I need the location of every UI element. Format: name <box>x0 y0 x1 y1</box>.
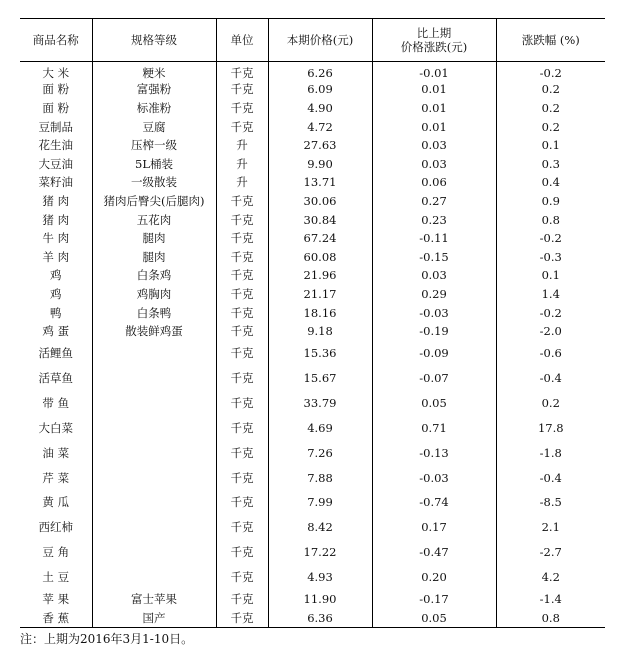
table-row <box>20 608 605 627</box>
cell-unit: 千克 <box>216 210 268 229</box>
cell-pct: 0.2 <box>496 391 605 416</box>
cell-change: -0.13 <box>372 441 496 466</box>
cell-unit: 千克 <box>216 589 268 608</box>
cell-price: 67.24 <box>268 229 372 248</box>
cell-spec: 五花肉 <box>92 210 216 229</box>
cell-price: 7.26 <box>268 441 372 466</box>
cell-price: 27.63 <box>268 136 372 155</box>
cell-name: 鸡 蛋 <box>42 324 70 339</box>
header-name: 商品名称 <box>20 19 92 62</box>
cell-spec <box>92 490 216 515</box>
table-row <box>20 247 605 266</box>
cell-pct: 0.1 <box>496 266 605 285</box>
cell-price: 9.18 <box>268 322 372 341</box>
cell-price: 8.42 <box>268 515 372 540</box>
cell-unit: 千克 <box>216 391 268 416</box>
cell-spec: 白条鸭 <box>92 303 216 322</box>
cell-name: 香 蕉 <box>20 608 92 627</box>
cell-change: -0.01 <box>372 62 496 81</box>
cell-pct: -0.6 <box>496 340 605 365</box>
cell-change: 0.01 <box>372 80 496 99</box>
cell-spec: 5L桶装 <box>92 154 216 173</box>
cell-pct: 0.9 <box>496 192 605 211</box>
cell-change: -0.19 <box>372 322 496 341</box>
header-row <box>20 19 605 62</box>
cell-spec: 国产 <box>92 608 216 627</box>
cell-pct: -2.0 <box>496 322 605 341</box>
cell-unit: 升 <box>216 173 268 192</box>
cell-change: 0.03 <box>372 154 496 173</box>
cell-name: 面 粉 <box>42 100 70 115</box>
cell-change: -0.47 <box>372 539 496 564</box>
table-row <box>20 539 605 564</box>
cell-price: 15.36 <box>268 340 372 365</box>
cell-pct: 2.1 <box>496 515 605 540</box>
table-row <box>20 80 605 99</box>
cell-price: 15.67 <box>268 366 372 391</box>
table-row <box>20 515 605 540</box>
cell-change: 0.06 <box>372 173 496 192</box>
cell-unit: 千克 <box>216 303 268 322</box>
cell-change: 0.23 <box>372 210 496 229</box>
cell-pct: 1.4 <box>496 285 605 304</box>
cell-spec <box>92 539 216 564</box>
cell-change: 0.29 <box>372 285 496 304</box>
cell-name: 大白菜 <box>38 421 73 436</box>
cell-pct: 0.2 <box>496 117 605 136</box>
cell-spec <box>92 515 216 540</box>
cell-pct: -0.2 <box>496 62 605 81</box>
cell-spec: 粳米 <box>92 62 216 81</box>
header-spec: 规格等级 <box>92 19 216 62</box>
price-table <box>20 18 605 628</box>
cell-price: 4.93 <box>268 564 372 589</box>
table-row <box>20 416 605 441</box>
cell-spec <box>92 366 216 391</box>
cell-name: 黄 瓜 <box>42 495 70 510</box>
cell-pct: -0.4 <box>496 465 605 490</box>
cell-pct: -0.3 <box>496 247 605 266</box>
header-pct: 涨跌幅 (%) <box>496 19 605 62</box>
cell-unit: 千克 <box>216 322 268 341</box>
header-price: 本期价格(元) <box>268 19 372 62</box>
cell-name: 豆 角 <box>42 544 70 559</box>
cell-price: 4.69 <box>268 416 372 441</box>
cell-change: -0.17 <box>372 589 496 608</box>
cell-change: 0.01 <box>372 117 496 136</box>
cell-price: 60.08 <box>268 247 372 266</box>
cell-name: 活草鱼 <box>38 371 73 386</box>
cell-change: 0.05 <box>372 391 496 416</box>
cell-spec: 压榨一级 <box>92 136 216 155</box>
cell-pct: 0.8 <box>496 608 605 627</box>
cell-unit: 升 <box>216 154 268 173</box>
cell-unit: 千克 <box>216 465 268 490</box>
cell-price: 7.99 <box>268 490 372 515</box>
cell-change: -0.15 <box>372 247 496 266</box>
cell-price: 7.88 <box>268 465 372 490</box>
cell-unit: 升 <box>216 136 268 155</box>
cell-price: 33.79 <box>268 391 372 416</box>
cell-price: 6.36 <box>268 608 372 627</box>
table-row <box>20 99 605 118</box>
cell-name: 猪 肉 <box>42 212 70 227</box>
table-row <box>20 340 605 365</box>
cell-name: 羊 肉 <box>42 249 70 264</box>
table-row <box>20 192 605 211</box>
cell-change: 0.27 <box>372 192 496 211</box>
cell-pct: 4.2 <box>496 564 605 589</box>
cell-unit: 千克 <box>216 490 268 515</box>
cell-spec: 富强粉 <box>92 80 216 99</box>
cell-unit: 千克 <box>216 229 268 248</box>
cell-unit: 千克 <box>216 366 268 391</box>
cell-change: -0.03 <box>372 465 496 490</box>
cell-spec: 腿肉 <box>92 229 216 248</box>
header-change-line2: 价格涨跌(元) <box>400 40 468 54</box>
cell-pct: -8.5 <box>496 490 605 515</box>
cell-spec: 鸡胸肉 <box>92 285 216 304</box>
cell-unit: 千克 <box>216 192 268 211</box>
cell-pct: 0.1 <box>496 136 605 155</box>
cell-change: 0.20 <box>372 564 496 589</box>
cell-unit: 千克 <box>216 266 268 285</box>
cell-unit: 千克 <box>216 117 268 136</box>
cell-pct: 17.8 <box>496 416 605 441</box>
cell-price: 21.96 <box>268 266 372 285</box>
cell-unit: 千克 <box>216 80 268 99</box>
cell-spec: 豆腐 <box>92 117 216 136</box>
cell-price: 4.90 <box>268 99 372 118</box>
table-row <box>20 266 605 285</box>
cell-price: 30.84 <box>268 210 372 229</box>
table-row <box>20 490 605 515</box>
cell-name: 带 鱼 <box>42 396 70 411</box>
table-row <box>20 210 605 229</box>
cell-change: 0.03 <box>372 136 496 155</box>
cell-name: 西红柿 <box>38 520 73 535</box>
cell-name: 苹 果 <box>42 591 70 606</box>
cell-spec: 标准粉 <box>92 99 216 118</box>
cell-unit: 千克 <box>216 564 268 589</box>
cell-change: 0.03 <box>372 266 496 285</box>
cell-change: -0.09 <box>372 340 496 365</box>
cell-price: 13.71 <box>268 173 372 192</box>
cell-spec <box>92 441 216 466</box>
cell-price: 11.90 <box>268 589 372 608</box>
cell-name: 猪 肉 <box>42 193 70 208</box>
header-change-line1: 比上期 <box>416 26 452 40</box>
cell-price: 6.26 <box>268 62 372 81</box>
cell-price: 17.22 <box>268 539 372 564</box>
cell-name: 大豆油 <box>38 156 73 171</box>
table-row <box>20 117 605 136</box>
cell-spec <box>92 564 216 589</box>
cell-unit: 千克 <box>216 99 268 118</box>
table-row <box>20 441 605 466</box>
cell-change: 0.17 <box>372 515 496 540</box>
footnote: 注：上期为2016年3月1-10日。 <box>20 632 194 646</box>
table-row <box>20 303 605 322</box>
cell-change: -0.11 <box>372 229 496 248</box>
cell-name: 鸭 <box>50 305 62 320</box>
cell-name: 鸡 <box>50 286 62 301</box>
cell-price: 6.09 <box>268 80 372 99</box>
table-row <box>20 589 605 608</box>
cell-unit: 千克 <box>216 416 268 441</box>
cell-pct: -2.7 <box>496 539 605 564</box>
cell-pct: -0.2 <box>496 229 605 248</box>
table-row <box>20 391 605 416</box>
cell-name: 菜籽油 <box>38 175 73 190</box>
cell-unit: 千克 <box>216 441 268 466</box>
cell-spec <box>92 465 216 490</box>
table-row <box>20 322 605 341</box>
cell-price: 18.16 <box>268 303 372 322</box>
cell-change: -0.74 <box>372 490 496 515</box>
cell-name: 鸡 <box>50 268 62 283</box>
cell-pct: 0.3 <box>496 154 605 173</box>
table-row <box>20 136 605 155</box>
cell-pct: -1.8 <box>496 441 605 466</box>
cell-price: 4.72 <box>268 117 372 136</box>
table-row <box>20 366 605 391</box>
cell-pct: -0.4 <box>496 366 605 391</box>
header-change <box>372 19 496 62</box>
table-row <box>20 229 605 248</box>
cell-change: -0.07 <box>372 366 496 391</box>
cell-unit: 千克 <box>216 515 268 540</box>
cell-unit: 千克 <box>216 247 268 266</box>
cell-spec <box>92 391 216 416</box>
cell-name: 油 菜 <box>42 446 70 460</box>
table-row <box>20 285 605 304</box>
cell-name: 豆制品 <box>38 119 73 134</box>
cell-pct: -0.2 <box>496 303 605 322</box>
table-body <box>20 62 605 628</box>
cell-name: 土 豆 <box>42 569 70 584</box>
cell-spec: 散装鲜鸡蛋 <box>92 322 216 341</box>
cell-change: 0.05 <box>372 608 496 627</box>
table-row <box>20 154 605 173</box>
cell-name: 活鲤鱼 <box>38 346 73 360</box>
cell-name: 花生油 <box>38 138 73 153</box>
cell-unit: 千克 <box>216 285 268 304</box>
cell-spec: 腿肉 <box>92 247 216 266</box>
cell-unit: 千克 <box>216 539 268 564</box>
cell-pct: -1.4 <box>496 589 605 608</box>
table-row <box>20 62 605 81</box>
cell-change: 0.71 <box>372 416 496 441</box>
cell-pct: 0.2 <box>496 80 605 99</box>
cell-pct: 0.8 <box>496 210 605 229</box>
cell-spec: 一级散装 <box>92 173 216 192</box>
cell-name: 大 米 <box>42 65 70 80</box>
header-unit: 单位 <box>216 19 268 62</box>
cell-unit: 千克 <box>216 62 268 81</box>
cell-name: 牛 肉 <box>42 231 70 246</box>
cell-spec: 富士苹果 <box>92 589 216 608</box>
cell-change: 0.01 <box>372 99 496 118</box>
cell-spec: 白条鸡 <box>92 266 216 285</box>
cell-name: 芹 菜 <box>42 470 70 485</box>
cell-name: 面 粉 <box>42 82 70 97</box>
table-row <box>20 564 605 589</box>
cell-spec <box>92 340 216 365</box>
table-row <box>20 173 605 192</box>
cell-change: -0.03 <box>372 303 496 322</box>
cell-pct: 0.2 <box>496 99 605 118</box>
cell-unit: 千克 <box>216 608 268 627</box>
table-row <box>20 465 605 490</box>
cell-price: 21.17 <box>268 285 372 304</box>
cell-price: 30.06 <box>268 192 372 211</box>
cell-unit: 千克 <box>216 340 268 365</box>
cell-price: 9.90 <box>268 154 372 173</box>
cell-spec <box>92 416 216 441</box>
cell-spec: 猪肉后臀尖(后腿肉) <box>92 192 216 211</box>
cell-pct: 0.4 <box>496 173 605 192</box>
